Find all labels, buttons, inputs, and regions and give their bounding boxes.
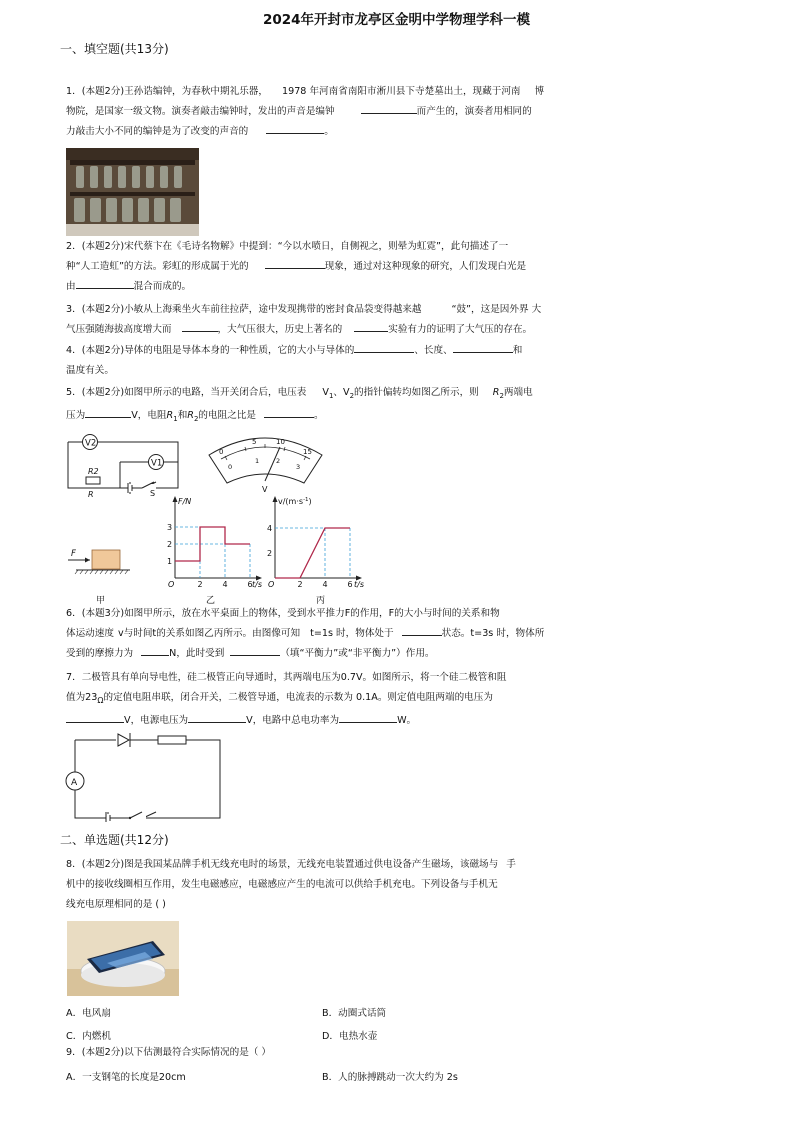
question-5-line-1: 5．(本题2分)如图甲所示的电路，当开关闭合后，电压表 $V_1$、$V_2$的指针偏转均如图乙所示，则 $R_2$两端电	[66, 387, 533, 400]
wireless-charging-photo	[67, 921, 179, 996]
velocity-time-series	[275, 528, 350, 578]
answer-blank[interactable]	[354, 320, 388, 332]
q6-figures	[62, 492, 382, 608]
origin-label-v: O	[268, 580, 275, 589]
question-6	[66, 604, 586, 664]
scale-top-0: 0	[219, 448, 224, 456]
t-axis-label-v: t/s	[354, 580, 364, 589]
voltmeter-v1-label: V1	[151, 458, 163, 469]
question-8	[66, 855, 586, 915]
scale-bottom-3: 3	[296, 463, 301, 471]
scale-bottom-0: 0	[228, 463, 233, 471]
q8-option-c[interactable]: C．内燃机	[66, 1031, 112, 1042]
figure-jia-label: 甲	[96, 596, 106, 606]
answer-blank[interactable]	[76, 277, 134, 289]
q5-circuit-diagram	[62, 432, 192, 498]
q8-option-a[interactable]: A．电风扇	[66, 1008, 111, 1019]
origin-label-f: O	[168, 580, 175, 589]
f-graph-f-tick-3: 3	[167, 523, 173, 532]
chime-bells-photo	[66, 148, 199, 236]
question-4-line-2: 温度有关。	[66, 365, 114, 376]
answer-blank[interactable]	[354, 341, 414, 353]
scale-bottom-1: 1	[255, 457, 260, 465]
answer-blank[interactable]	[182, 320, 218, 332]
question-3	[66, 300, 586, 340]
f-graph-t-tick-6: 6	[247, 580, 253, 589]
scale-top-5: 5	[252, 438, 257, 446]
question-7-line-1: 7．二极管具有单向导电性，硅二极管正向导通时，其两端电压为0.7V。如图所示，将一个硅二极管和阻	[66, 672, 507, 683]
answer-blank[interactable]	[66, 711, 124, 723]
ammeter-label: A	[71, 778, 78, 788]
scale-top-15: 15	[303, 448, 312, 456]
question-1	[66, 82, 586, 142]
question-2-line-2: 种“人工造虹”的方法。彩虹的形成属于光的 现象，通过对这种现象的研究，人们发现白光是	[66, 257, 586, 277]
answer-blank[interactable]	[264, 406, 314, 418]
scale-top-10: 10	[276, 438, 285, 446]
force-label: F	[71, 549, 76, 559]
resistor-r-label: R	[88, 490, 94, 498]
question-1-line-2: 物院，是国家一级文物。演奏者敲击编钟时，发出的声音是编钟 而产生的，演奏者用相同的	[66, 102, 586, 122]
section-heading-fill-in: 一、填空题(共13分)	[60, 42, 169, 56]
v-graph-t-tick-4: 4	[322, 580, 328, 589]
figure-bing-label: 丙	[316, 596, 326, 606]
question-8-line-1: 8．(本题2分)图是我国某品牌手机无线充电时的场景，无线充电装置通过供电设备产生磁场，该磁场与 手	[66, 859, 516, 870]
question-7-line-3: V，电源电压为 V，电路中总电功率为 W。	[66, 711, 586, 731]
question-4-line-1: 4．(本题2分)导体的电阻是导体本身的一种性质，它的大小与导体的 、长度、 和	[66, 341, 586, 361]
f-graph-t-tick-4: 4	[222, 580, 228, 589]
t-axis-label-f: t/s	[252, 580, 262, 589]
question-2-line-1: 2．(本题2分)宋代蔡卞在《毛诗名物解》中提到：“今以水喷日，自侧视之，则晕为虹霓”，此句描述了一	[66, 241, 509, 252]
v-graph-t-tick-2: 2	[297, 580, 303, 589]
question-8-line-3: 线充电原理相同的是 ( )	[66, 899, 166, 910]
section-heading-single-choice: 二、单选题(共12分)	[60, 833, 169, 847]
answer-blank[interactable]	[453, 341, 513, 353]
question-2	[66, 237, 586, 297]
figure-yi-label: 乙	[206, 596, 216, 606]
page-title: 2024年开封市龙亭区金明中学物理学科一模	[262, 12, 531, 28]
question-2-line-3: 由 混合而成的。	[66, 277, 586, 297]
q9-option-b[interactable]: B．人的脉搏跳动一次大约为 2s	[322, 1072, 458, 1083]
question-6-line-1: 6．(本题3分)如图甲所示，放在水平桌面上的物体，受到水平推力F的作用，F的大小与时间的关系和物	[66, 608, 500, 619]
answer-blank[interactable]	[141, 644, 169, 656]
question-1-line-3: 力敲击大小不同的编钟是为了改变的声音的 。	[66, 122, 586, 142]
question-5-line-2: 压为 V，电阻$R_1$和$R_2$的电阻之比是 。	[66, 406, 586, 429]
q8-option-b[interactable]: B．动圈式话筒	[322, 1008, 387, 1019]
question-3-line-1: 3．(本题2分)小敏从上海乘坐火车前往拉萨，途中发现携带的密封食品袋变得越来越 “鼓”，这是因外界 大	[66, 304, 542, 315]
f-graph-t-tick-2: 2	[197, 580, 203, 589]
switch-s-label: S	[150, 489, 156, 498]
scale-bottom-2: 2	[276, 457, 281, 465]
f-graph-f-tick-1: 1	[167, 557, 173, 566]
f-axis-label: F/N	[178, 497, 192, 506]
block-diagram	[68, 549, 130, 574]
question-8-line-2: 机中的接收线圈相互作用，发生电磁感应，电磁感应产生的电流可以供给手机充电。下列设备与手机无	[66, 879, 498, 890]
question-4	[66, 341, 586, 381]
question-1-line-1: 1．(本题2分)王孙诰编钟，为春秋中期礼乐器， 1978 年河南省南阳市淅川县下寺楚墓出土，现藏于河南 博	[66, 86, 545, 97]
question-3-line-2: 气压强随海拔高度增大而 ，大气压很大，历史上著名的 实验有力的证明了大气压的存在。	[66, 320, 586, 340]
question-7	[66, 668, 586, 731]
answer-blank[interactable]	[402, 624, 442, 636]
question-5	[66, 383, 586, 429]
question-6-line-2: 体运动速度 v与时间t的关系如图乙丙所示。由图像可知 t=1s 时，物体处于 状态。t=3s 时，物体所	[66, 624, 586, 644]
v-graph-v-tick-4: 4	[267, 524, 273, 533]
answer-blank[interactable]	[265, 257, 325, 269]
question-6-line-3: 受到的摩擦力为 N，此时受到 （填“平衡力”或“非平衡力”）作用。	[66, 644, 586, 664]
answer-blank[interactable]	[339, 711, 397, 723]
v-graph-t-tick-6: 6	[347, 580, 353, 589]
q9-option-a[interactable]: A．一支钢笔的长度是20cm	[66, 1072, 186, 1083]
voltmeter-v2-label: V2	[85, 438, 97, 449]
answer-blank[interactable]	[230, 644, 280, 656]
question-9: 9．(本题2分)以下估测最符合实际情况的是（ ）	[66, 1047, 272, 1058]
question-7-line-2: 值为$23_\Omega$的定值电阻串联，闭合开关，二极管导通，电流表的示数为 0.1A。则定值电阻两端的电压为	[66, 692, 493, 705]
voltmeter-dial	[203, 433, 328, 495]
v-graph-v-tick-2: 2	[267, 549, 273, 558]
answer-blank[interactable]	[361, 102, 417, 114]
q8-option-d[interactable]: D．电热水壶	[322, 1031, 378, 1042]
q7-circuit-diagram	[64, 732, 224, 822]
meter-unit-label: V	[262, 485, 268, 494]
f-graph-f-tick-2: 2	[167, 540, 173, 549]
v-axis-label: $v/(m\cdot s^{-1})$	[278, 497, 312, 506]
answer-blank[interactable]	[85, 406, 131, 418]
answer-blank[interactable]	[266, 122, 324, 134]
answer-blank[interactable]	[188, 711, 246, 723]
resistor-r2-label: R2	[88, 467, 99, 476]
